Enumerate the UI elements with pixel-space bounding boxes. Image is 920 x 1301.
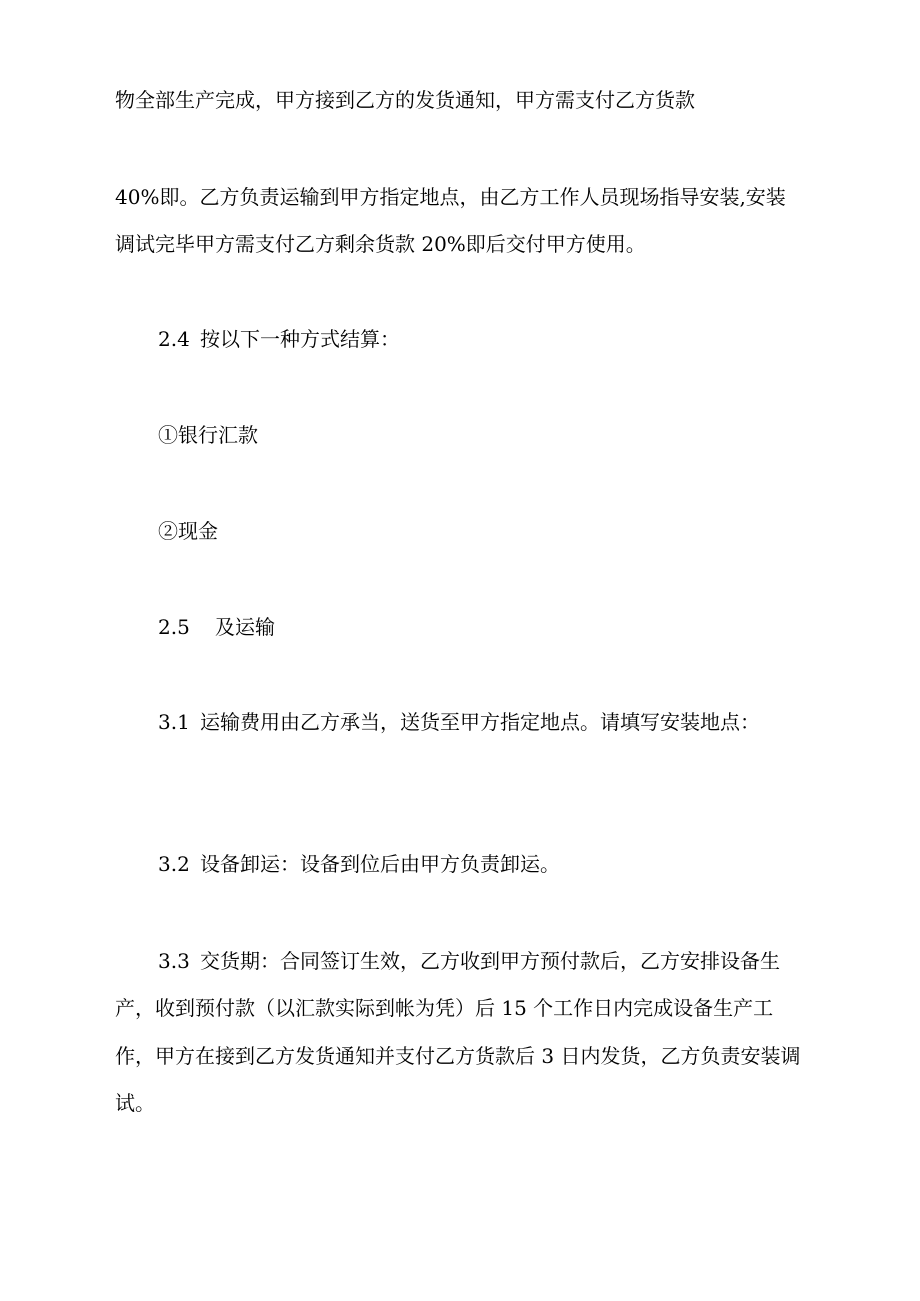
section-2-5-number: 2.5 bbox=[158, 615, 190, 639]
section-3-3-number: 3.3 bbox=[158, 949, 190, 973]
section-3-3-line4: 试。 bbox=[115, 1091, 155, 1115]
para2-line2: 调试完毕甲方需支付乙方剩余货款 20%即后交付甲方使用。 bbox=[115, 232, 646, 256]
section-3-3-line3: 作，甲方在接到乙方发货通知并支付乙方货款后 3 日内发货，乙方负责安装调 bbox=[115, 1044, 801, 1068]
section-3-1-number: 3.1 bbox=[158, 710, 190, 734]
section-3-1-text: 运输费用由乙方承当，送货至甲方指定地点。请填写安装地点： bbox=[200, 710, 760, 734]
section-3-2-number: 3.2 bbox=[158, 852, 190, 876]
section-3-2-text: 设备卸运：设备到位后由甲方负责卸运。 bbox=[200, 852, 560, 876]
section-3-1 bbox=[158, 709, 760, 735]
section-3-3-line2: 产，收到预付款（以汇款实际到帐为凭）后 15 个工作日内完成设备生产工 bbox=[115, 996, 774, 1020]
option-bank-transfer: ①银行汇款 bbox=[158, 423, 258, 447]
section-2-4 bbox=[158, 326, 400, 352]
section-2-5-text: 及运输 bbox=[215, 615, 275, 639]
para1-line1: 物全部生产完成，甲方接到乙方的发货通知，甲方需支付乙方货款 bbox=[115, 88, 695, 112]
section-3-3-line1 bbox=[158, 948, 780, 974]
section-2-4-text: 按以下一种方式结算： bbox=[200, 327, 400, 351]
section-2-5 bbox=[158, 614, 275, 640]
para2-line1: 40%即。乙方负责运输到甲方指定地点，由乙方工作人员现场指导安装,安装 bbox=[115, 185, 786, 209]
section-3-2 bbox=[158, 851, 560, 877]
section-3-3-text: 交货期：合同签订生效，乙方收到甲方预付款后，乙方安排设备生 bbox=[200, 949, 780, 973]
option-cash: ②现金 bbox=[158, 519, 218, 543]
section-2-4-number: 2.4 bbox=[158, 327, 190, 351]
